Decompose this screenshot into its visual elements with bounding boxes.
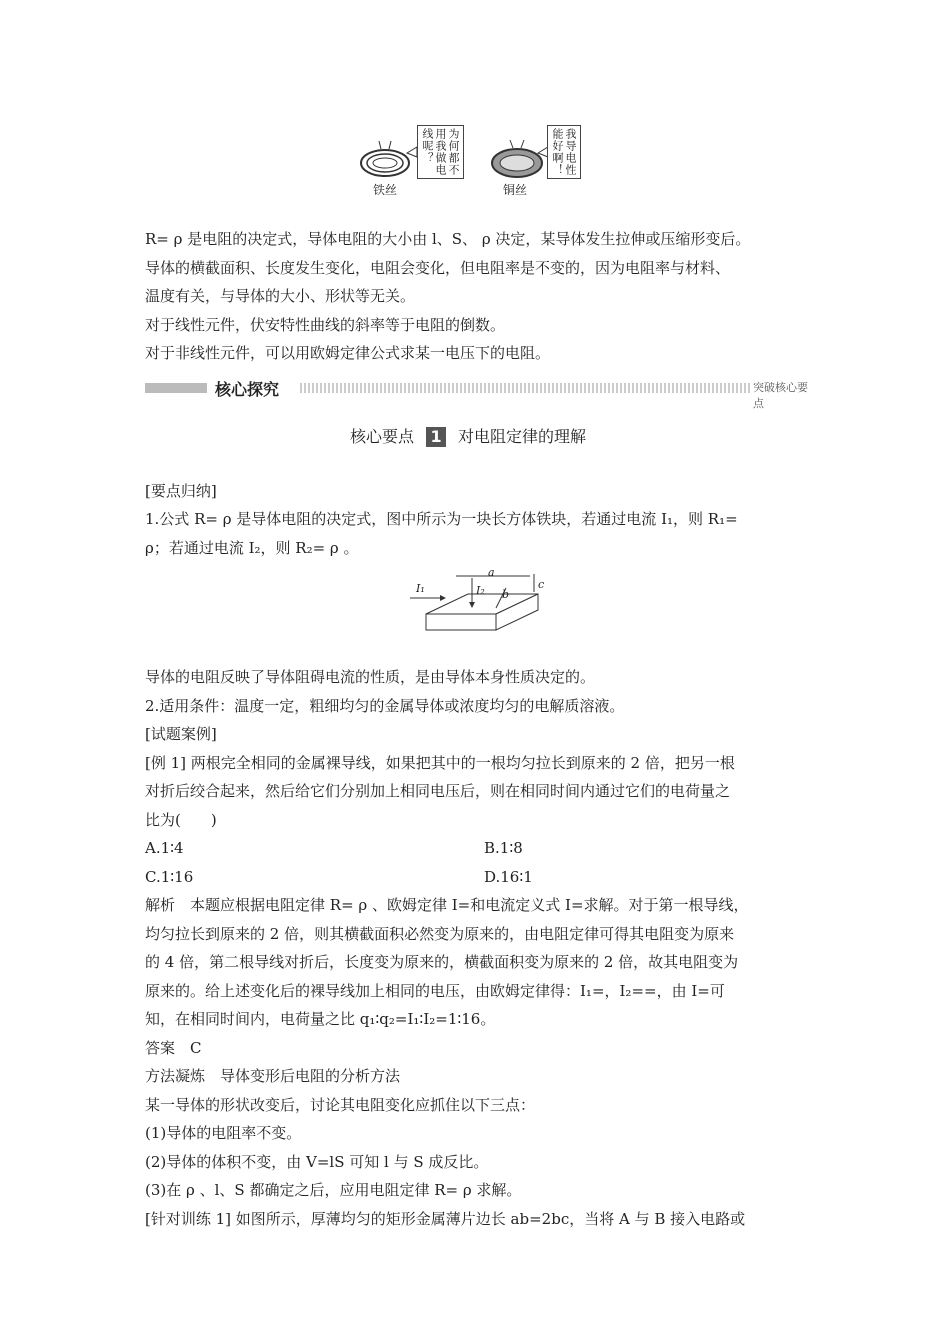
intro-line: 对于线性元件，伏安特性曲线的斜率等于电阻的倒数。: [145, 316, 506, 334]
option-c: C.1∶16: [145, 868, 194, 886]
label-I1: I₁: [416, 582, 425, 595]
iron-speech-bubble: 为何都不用我做电线呢？: [417, 125, 464, 179]
method-point: (1)导体的电阻率不变。: [145, 1124, 302, 1142]
key-point-heading: [350, 424, 586, 447]
analysis-line: 原来的。给上述变化后的裸导线加上相同的电压，由欧姆定律得：I₁=，I₂==，由 I=可: [145, 982, 725, 1000]
label-I2: I₂: [476, 584, 485, 597]
example-line: 对折后绞合起来，然后给它们分别加上相同电压后，则在相同时间内通过它们的电荷量之: [145, 782, 731, 800]
label-b: b: [502, 588, 510, 601]
case-header: [试题案例]: [145, 725, 217, 743]
analysis-line: 解析 本题应根据电阻定律 R= ρ 、欧姆定律 I=和电流定义式 I=求解。对于第一根导线，: [145, 896, 749, 914]
analysis-line: 均匀拉长到原来的 2 倍，则其横截面积必然变为原来的，由电阻定律可得其电阻变为原来: [145, 925, 735, 943]
banner-title: 核心探究: [215, 380, 280, 399]
item1-line: 1.公式 R= ρ 是导体电阻的决定式，图中所示为一块长方体铁块，若通过电流 I₁，则 R₁=: [145, 510, 738, 528]
method-point: (2)导体的体积不变，由 V=lS 可知 l 与 S 成反比。: [145, 1153, 489, 1171]
item1-line: ρ；若通过电流 I₂，则 R₂= ρ 。: [145, 539, 359, 557]
banner-tag: 突破核心要点: [753, 381, 808, 410]
option-b: B.1∶8: [484, 839, 523, 857]
example-line: 比为( ): [145, 811, 217, 829]
intro-line: 对于非线性元件，可以用欧姆定律公式求某一电压下的电阻。: [145, 344, 551, 362]
method-point: (3)在 ρ 、l、S 都确定之后，应用电阻定律 R= ρ 求解。: [145, 1181, 522, 1199]
after-figure-text: 导体的电阻反映了导体阻碍电流的性质，是由导体本身性质决定的。: [145, 668, 596, 686]
iron-block-figure: [410, 566, 550, 634]
label-c: c: [538, 578, 545, 591]
banner-bar: [145, 383, 207, 393]
option-a: A.1∶4: [145, 839, 184, 857]
iron-wire-label: 铁丝: [373, 183, 398, 197]
key-point-number: 1: [426, 427, 446, 447]
summary-header: [要点归纳]: [145, 482, 217, 500]
option-d: D.16∶1: [484, 868, 533, 886]
training-line: [针对训练 1] 如图所示，厚薄均匀的矩形金属薄片边长 ab=2bc，当将 A 与 B 接入电路或: [145, 1210, 746, 1228]
method-intro: 某一导体的形状改变后，讨论其电阻变化应抓住以下三点：: [145, 1096, 536, 1114]
section-banner: [145, 377, 813, 410]
iron-copper-cartoon: [355, 125, 595, 200]
intro-line: R= ρ 是电阻的决定式，导体电阻的大小由 l、S、 ρ 决定，某导体发生拉伸或压缩形变后。: [145, 230, 751, 248]
method-title: 方法凝炼 导体变形后电阻的分析方法: [145, 1067, 401, 1085]
answer: 答案 C: [145, 1039, 202, 1057]
analysis-line: 知，在相同时间内，电荷量之比 q₁∶q₂=I₁∶I₂=1∶16。: [145, 1010, 496, 1028]
copper-speech-bubble: 我导电性能好啊！: [547, 125, 581, 179]
item2: 2.适用条件：温度一定，粗细均匀的金属导体或浓度均匀的电解质溶液。: [145, 697, 625, 715]
intro-line: 导体的横截面积、长度发生变化，电阻会变化，但电阻率是不变的，因为电阻率与材料、: [145, 259, 731, 277]
banner-stripes: [300, 383, 750, 393]
example-line: [例 1] 两根完全相同的金属裸导线，如果把其中的一根均匀拉长到原来的 2 倍，把另一根: [145, 754, 735, 772]
label-a: a: [488, 566, 495, 579]
block-diagram: [410, 572, 550, 634]
key-point-prefix: 核心要点: [350, 427, 415, 446]
key-point-title: 对电阻定律的理解: [458, 427, 587, 446]
analysis-line: 的 4 倍，第二根导线对折后，长度变为原来的，横截面积变为原来的 2 倍，故其电阻变为: [145, 953, 739, 971]
copper-wire-label: 铜丝: [503, 183, 528, 197]
intro-line: 温度有关，与导体的大小、形状等无关。: [145, 287, 416, 305]
